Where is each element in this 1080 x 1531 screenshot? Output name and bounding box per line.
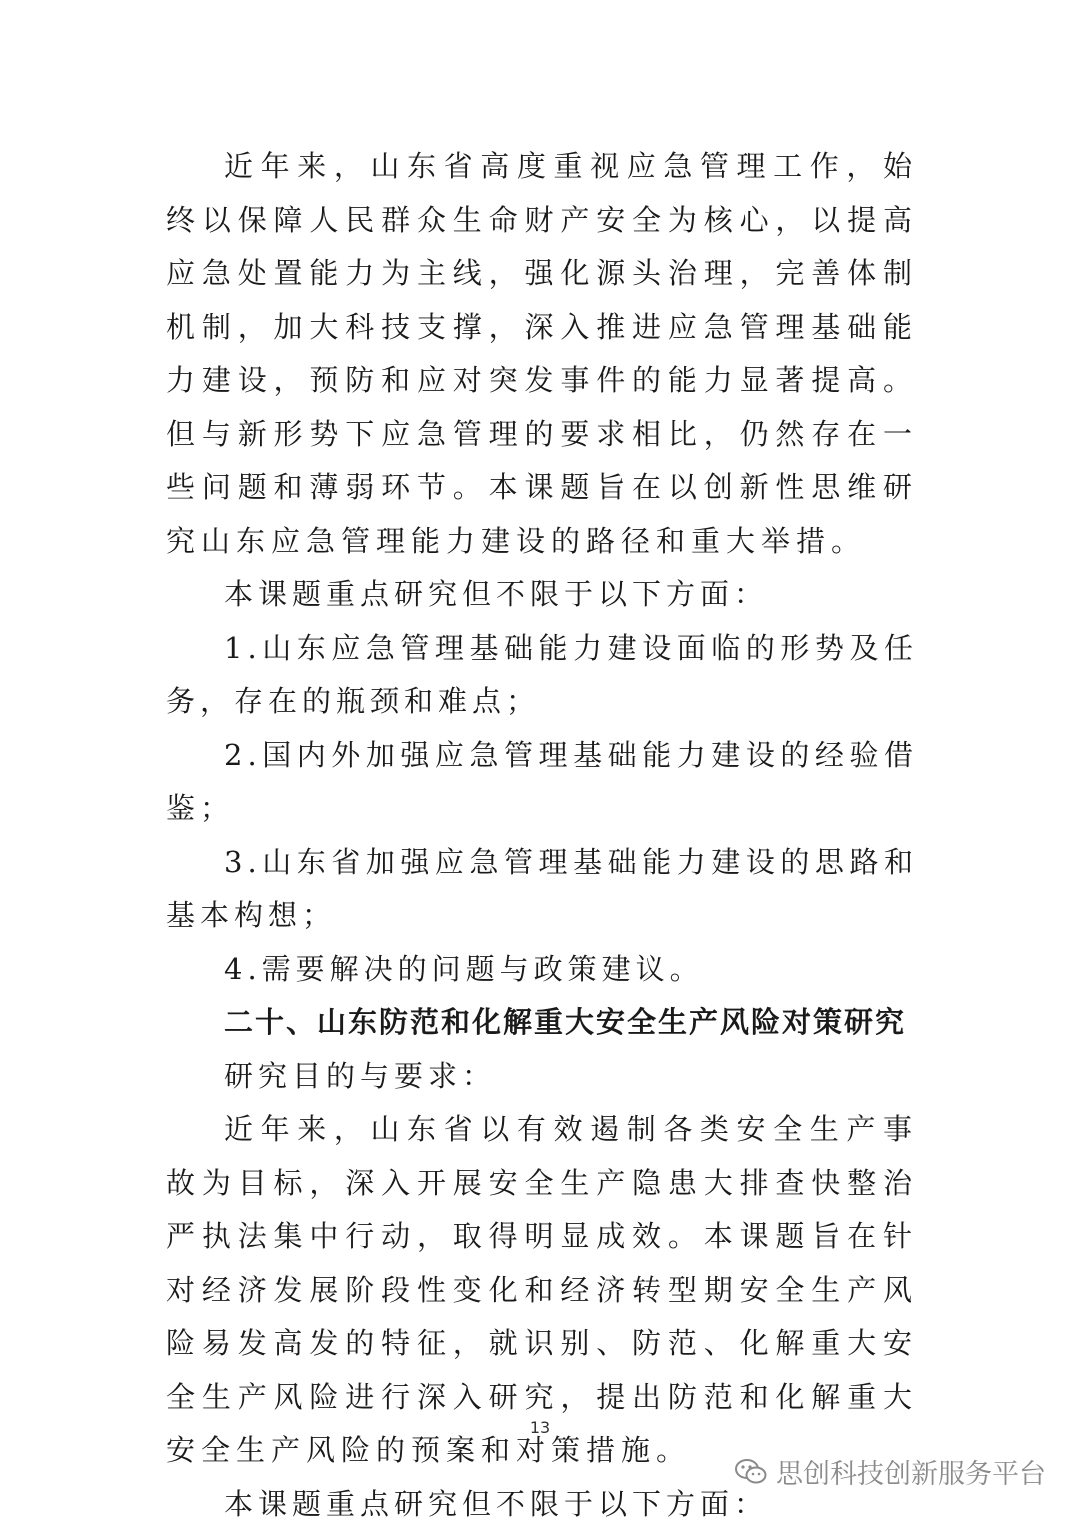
watermark-text: 思创科技创新服务平台 [776,1452,1046,1491]
watermark [734,1452,1046,1491]
section-heading: 二十、山东防范和化解重大安全生产风险对策研究 [166,996,918,1050]
paragraph-second-intro: 近年来，山东省以有效遏制各类安全生产事故为目标，深入开展安全生产隐患大排查快整治严执法集中行动，取得明显成效。本课题旨在针对经济发展阶段性变化和经济转型期安全生产风险易发高发的特征，就识别、防范、化解重大安全生产风险进行深入研究，提出防范和化解重大安全生产风险的预案和对策措施。 [166,1103,918,1478]
document-body [166,140,918,1531]
paragraph-scope-intro: 本课题重点研究但不限于以下方面： [166,568,918,622]
subheading: 研究目的与要求： [166,1050,918,1104]
list-item-4: 4.需要解决的问题与政策建议。 [166,943,918,997]
list-item-2: 2.国内外加强应急管理基础能力建设的经验借鉴； [166,729,918,836]
paragraph-intro: 近年来，山东省高度重视应急管理工作，始终以保障人民群众生命财产安全为核心，以提高应急处置能力为主线，强化源头治理，完善体制机制，加大科技支撑，深入推进应急管理基础能力建设，预防和应对突发事件的能力显著提高。但与新形势下应急管理的要求相比，仍然存在一些问题和薄弱环节。本课题旨在以创新性思维研究山东应急管理能力建设的路径和重大举措。 [166,140,918,568]
page-number: 13 [0,1418,1080,1437]
wechat-icon [734,1458,768,1486]
paragraph-second-scope: 本课题重点研究但不限于以下方面： [166,1478,918,1531]
list-item-1: 1.山东应急管理基础能力建设面临的形势及任务，存在的瓶颈和难点； [166,622,918,729]
list-item-3: 3.山东省加强应急管理基础能力建设的思路和基本构想； [166,836,918,943]
